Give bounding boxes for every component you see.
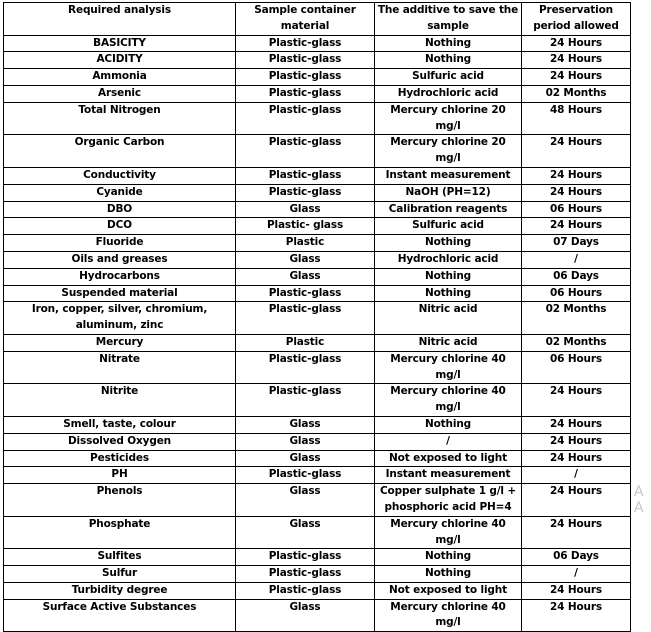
cell-additive: Nothing bbox=[375, 35, 522, 52]
table-row bbox=[4, 102, 631, 135]
table-row bbox=[4, 35, 631, 52]
table-row bbox=[4, 52, 631, 69]
cell-required-analysis: Ammonia bbox=[4, 69, 236, 86]
preservation-table bbox=[3, 2, 631, 632]
cell-preservation-period: 24 Hours bbox=[522, 69, 631, 86]
table-body bbox=[4, 35, 631, 632]
cell-additive: Nothing bbox=[375, 549, 522, 566]
table-row bbox=[4, 484, 631, 517]
cell-container-material: Plastic-glass bbox=[236, 351, 375, 384]
cell-preservation-period: 06 Hours bbox=[522, 201, 631, 218]
cell-preservation-period: 48 Hours bbox=[522, 102, 631, 135]
cell-container-material: Plastic bbox=[236, 235, 375, 252]
cell-additive: Not exposed to light bbox=[375, 450, 522, 467]
cell-required-analysis: Pesticides bbox=[4, 450, 236, 467]
table-row bbox=[4, 416, 631, 433]
cell-additive: Not exposed to light bbox=[375, 582, 522, 599]
cell-preservation-period: 24 Hours bbox=[522, 218, 631, 235]
watermark-letter: A bbox=[634, 500, 644, 516]
cell-preservation-period: 24 Hours bbox=[522, 582, 631, 599]
header-row bbox=[4, 3, 631, 36]
cell-required-analysis: BASICITY bbox=[4, 35, 236, 52]
cell-preservation-period: 24 Hours bbox=[522, 52, 631, 69]
cell-container-material: Plastic-glass bbox=[236, 167, 375, 184]
cell-additive: Instant measurement bbox=[375, 167, 522, 184]
table-row bbox=[4, 450, 631, 467]
cell-required-analysis: Hydrocarbons bbox=[4, 268, 236, 285]
header-required-analysis: Required analysis bbox=[4, 3, 236, 36]
watermark-letter: A bbox=[634, 484, 644, 500]
cell-preservation-period: 02 Months bbox=[522, 334, 631, 351]
table-row bbox=[4, 218, 631, 235]
table-row bbox=[4, 268, 631, 285]
cell-additive: Copper sulphate 1 g/l + phosphoric acid PH=4 bbox=[375, 484, 522, 517]
cell-additive: Nothing bbox=[375, 285, 522, 302]
cell-required-analysis: DCO bbox=[4, 218, 236, 235]
cell-additive: Nitric acid bbox=[375, 302, 522, 335]
cell-required-analysis: DBO bbox=[4, 201, 236, 218]
cell-preservation-period: 24 Hours bbox=[522, 416, 631, 433]
cell-preservation-period: 24 Hours bbox=[522, 516, 631, 549]
cell-preservation-period: 06 Days bbox=[522, 268, 631, 285]
cell-preservation-period: 07 Days bbox=[522, 235, 631, 252]
cell-preservation-period: 06 Days bbox=[522, 549, 631, 566]
cell-container-material: Plastic-glass bbox=[236, 85, 375, 102]
cell-container-material: Plastic bbox=[236, 334, 375, 351]
table-row bbox=[4, 599, 631, 632]
cell-container-material: Glass bbox=[236, 450, 375, 467]
table-row bbox=[4, 302, 631, 335]
cell-container-material: Plastic- glass bbox=[236, 218, 375, 235]
cell-additive: Nothing bbox=[375, 566, 522, 583]
cell-preservation-period: 24 Hours bbox=[522, 167, 631, 184]
table-row bbox=[4, 433, 631, 450]
cell-container-material: Glass bbox=[236, 599, 375, 632]
cell-container-material: Plastic-glass bbox=[236, 467, 375, 484]
cell-required-analysis: Conductivity bbox=[4, 167, 236, 184]
cell-container-material: Plastic-glass bbox=[236, 549, 375, 566]
table-row bbox=[4, 285, 631, 302]
cell-container-material: Plastic-glass bbox=[236, 184, 375, 201]
cell-preservation-period: 06 Hours bbox=[522, 285, 631, 302]
table-row bbox=[4, 582, 631, 599]
cell-container-material: Plastic-glass bbox=[236, 35, 375, 52]
cell-required-analysis: Fluoride bbox=[4, 235, 236, 252]
cell-additive: Calibration reagents bbox=[375, 201, 522, 218]
cell-additive: Mercury chlorine 20 mg/l bbox=[375, 135, 522, 168]
cell-preservation-period: / bbox=[522, 566, 631, 583]
cell-required-analysis: Cyanide bbox=[4, 184, 236, 201]
cell-required-analysis: Organic Carbon bbox=[4, 135, 236, 168]
table-row bbox=[4, 351, 631, 384]
cell-container-material: Plastic-glass bbox=[236, 102, 375, 135]
cell-required-analysis: Phenols bbox=[4, 484, 236, 517]
cell-additive: Nothing bbox=[375, 235, 522, 252]
cell-required-analysis: Oils and greases bbox=[4, 251, 236, 268]
cell-required-analysis: Mercury bbox=[4, 334, 236, 351]
cell-additive: Mercury chlorine 20 mg/l bbox=[375, 102, 522, 135]
cell-additive: Mercury chlorine 40 mg/l bbox=[375, 516, 522, 549]
cell-required-analysis: Total Nitrogen bbox=[4, 102, 236, 135]
cell-preservation-period: 24 Hours bbox=[522, 599, 631, 632]
cell-required-analysis: Dissolved Oxygen bbox=[4, 433, 236, 450]
cell-container-material: Glass bbox=[236, 268, 375, 285]
table-row bbox=[4, 135, 631, 168]
table-row bbox=[4, 251, 631, 268]
cell-container-material: Plastic-glass bbox=[236, 69, 375, 86]
cell-additive: Instant measurement bbox=[375, 467, 522, 484]
cell-preservation-period: 06 Hours bbox=[522, 351, 631, 384]
table-row bbox=[4, 467, 631, 484]
cell-additive: NaOH (PH=12) bbox=[375, 184, 522, 201]
table-row bbox=[4, 549, 631, 566]
cell-required-analysis: Suspended material bbox=[4, 285, 236, 302]
cell-required-analysis: Sulfites bbox=[4, 549, 236, 566]
cell-preservation-period: / bbox=[522, 467, 631, 484]
cell-required-analysis: Nitrite bbox=[4, 384, 236, 417]
cell-container-material: Plastic-glass bbox=[236, 52, 375, 69]
table-row bbox=[4, 167, 631, 184]
cell-container-material: Glass bbox=[236, 433, 375, 450]
cell-required-analysis: Surface Active Substances bbox=[4, 599, 236, 632]
cell-required-analysis: Iron, copper, silver, chromium, aluminum, zinc bbox=[4, 302, 236, 335]
cell-container-material: Glass bbox=[236, 484, 375, 517]
cell-additive: Sulfuric acid bbox=[375, 218, 522, 235]
cell-container-material: Glass bbox=[236, 416, 375, 433]
table-row bbox=[4, 184, 631, 201]
cell-additive: / bbox=[375, 433, 522, 450]
cell-required-analysis: Phosphate bbox=[4, 516, 236, 549]
cell-additive: Mercury chlorine 40 mg/l bbox=[375, 599, 522, 632]
cell-additive: Nothing bbox=[375, 416, 522, 433]
cell-required-analysis: Sulfur bbox=[4, 566, 236, 583]
table-row bbox=[4, 384, 631, 417]
table-row bbox=[4, 235, 631, 252]
cell-container-material: Plastic-glass bbox=[236, 582, 375, 599]
table-row bbox=[4, 69, 631, 86]
cell-additive: Hydrochloric acid bbox=[375, 85, 522, 102]
cell-preservation-period: 24 Hours bbox=[522, 184, 631, 201]
header-preservation-period: Preservation period allowed bbox=[522, 3, 631, 36]
table-row bbox=[4, 85, 631, 102]
cell-additive: Nothing bbox=[375, 52, 522, 69]
cell-required-analysis: Nitrate bbox=[4, 351, 236, 384]
cell-preservation-period: 02 Months bbox=[522, 85, 631, 102]
cell-additive: Sulfuric acid bbox=[375, 69, 522, 86]
cell-required-analysis: PH bbox=[4, 467, 236, 484]
watermark-text bbox=[634, 484, 644, 516]
header-additive: The additive to save the sample bbox=[375, 3, 522, 36]
cell-additive: Nothing bbox=[375, 268, 522, 285]
cell-preservation-period: 24 Hours bbox=[522, 135, 631, 168]
cell-additive: Mercury chlorine 40 mg/l bbox=[375, 351, 522, 384]
cell-container-material: Glass bbox=[236, 251, 375, 268]
cell-container-material: Glass bbox=[236, 516, 375, 549]
cell-required-analysis: ACIDITY bbox=[4, 52, 236, 69]
cell-additive: Mercury chlorine 40 mg/l bbox=[375, 384, 522, 417]
cell-required-analysis: Turbidity degree bbox=[4, 582, 236, 599]
cell-container-material: Plastic-glass bbox=[236, 285, 375, 302]
table-row bbox=[4, 566, 631, 583]
cell-required-analysis: Arsenic bbox=[4, 85, 236, 102]
cell-container-material: Plastic-glass bbox=[236, 566, 375, 583]
table-row bbox=[4, 334, 631, 351]
cell-container-material: Glass bbox=[236, 201, 375, 218]
table-row bbox=[4, 201, 631, 218]
cell-container-material: Plastic-glass bbox=[236, 384, 375, 417]
cell-preservation-period: / bbox=[522, 251, 631, 268]
cell-preservation-period: 24 Hours bbox=[522, 384, 631, 417]
cell-additive: Hydrochloric acid bbox=[375, 251, 522, 268]
cell-additive: Nitric acid bbox=[375, 334, 522, 351]
table-row bbox=[4, 516, 631, 549]
cell-preservation-period: 02 Months bbox=[522, 302, 631, 335]
cell-required-analysis: Smell, taste, colour bbox=[4, 416, 236, 433]
cell-preservation-period: 24 Hours bbox=[522, 433, 631, 450]
cell-preservation-period: 24 Hours bbox=[522, 450, 631, 467]
cell-preservation-period: 24 Hours bbox=[522, 35, 631, 52]
cell-container-material: Plastic-glass bbox=[236, 302, 375, 335]
cell-preservation-period: 24 Hours bbox=[522, 484, 631, 517]
header-container-material: Sample container material bbox=[236, 3, 375, 36]
cell-container-material: Plastic-glass bbox=[236, 135, 375, 168]
